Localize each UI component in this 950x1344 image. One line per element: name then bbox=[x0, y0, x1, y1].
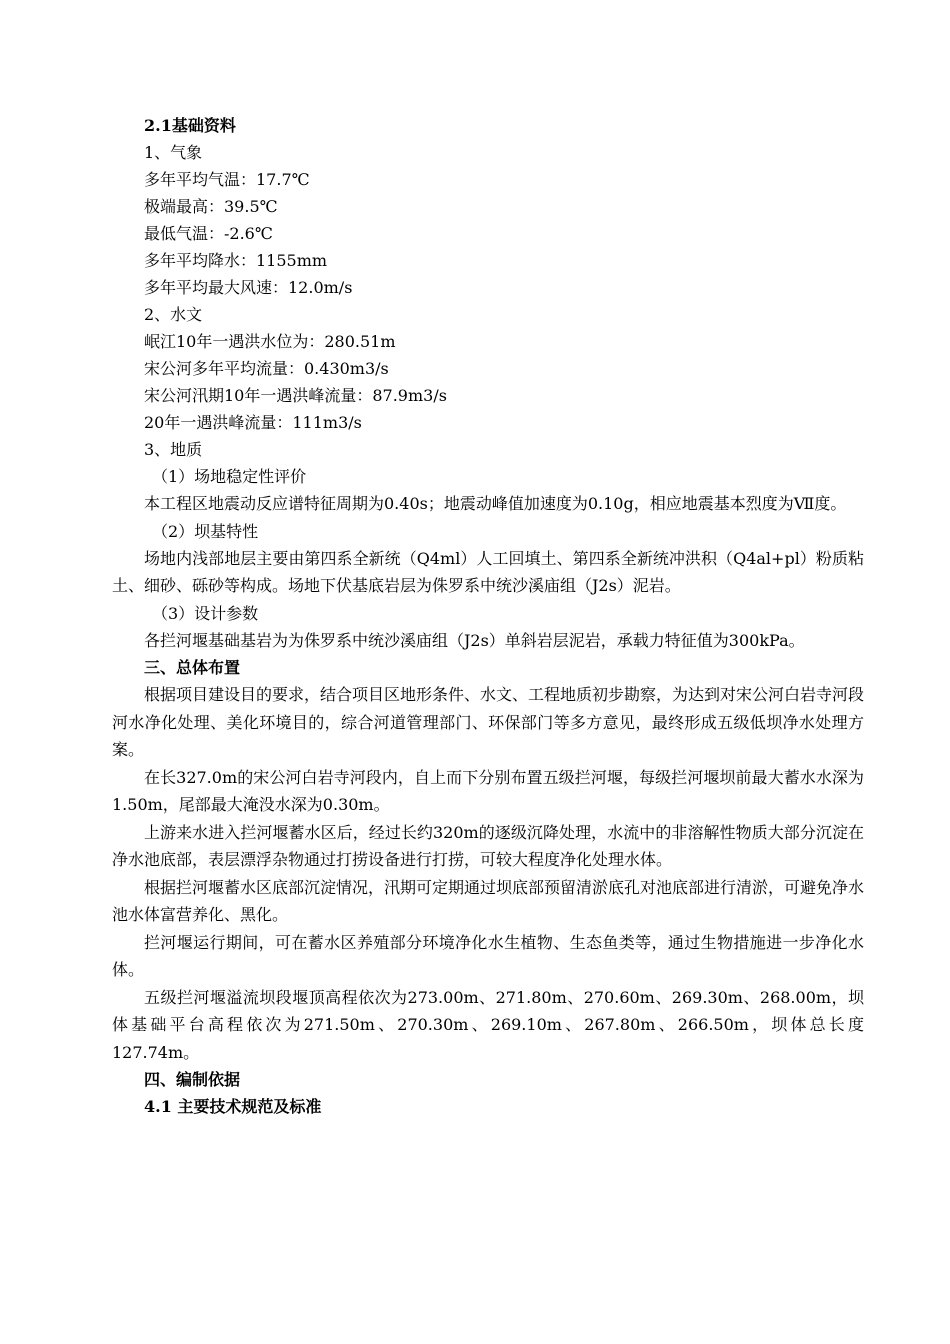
subsection-heading-4-1: 4.1 主要技术规范及标准 bbox=[144, 1097, 322, 1116]
section-heading-2-1: 2.1基础资料 bbox=[144, 116, 236, 135]
layout-paragraph: 五级拦河堰溢流坝段堰顶高程依次为273.00m、271.80m、270.60m、269.30m、268.00m，坝体基础平台高程依次为271.50m、270.30m、269.10m、267.80m、266.50m，坝体总长度127.74m。 bbox=[112, 987, 864, 1062]
weather-item: 极端最高：39.5℃ bbox=[144, 197, 278, 216]
design-title: （3）设计参数 bbox=[152, 603, 259, 623]
hydrology-item: 岷江10年一遇洪水位为：280.51m bbox=[144, 332, 396, 351]
foundation-paragraph: 场地内浅部地层主要由第四系全新统（Q4ml）人工回填土、第四系全新统冲洪积（Q4al+pl）粉质粘土、细砂、砾砂等构成。场地下伏基底岩层为侏罗系中统沙溪庙组（J2s）泥岩。 bbox=[112, 548, 864, 595]
weather-item: 多年平均气温：17.7℃ bbox=[144, 170, 310, 189]
weather-item: 多年平均降水：1155mm bbox=[144, 251, 328, 270]
hydrology-item: 宋公河多年平均流量：0.430m3/s bbox=[144, 359, 389, 378]
geology-title: 3、地质 bbox=[144, 440, 203, 459]
layout-paragraph: 在长327.0m的宋公河白岩寺河段内，自上而下分别布置五级拦河堰，每级拦河堰坝前最大蓄水水深为1.50m，尾部最大淹没水深为0.30m。 bbox=[112, 767, 864, 814]
section-heading-4: 四、编制依据 bbox=[144, 1070, 241, 1089]
stability-paragraph: 本工程区地震动反应谱特征周期为0.40s；地震动峰值加速度为0.10g，相应地震基本烈度为Ⅶ度。 bbox=[144, 494, 847, 513]
section-heading-3: 三、总体布置 bbox=[144, 658, 241, 677]
weather-item: 多年平均最大风速：12.0m/s bbox=[144, 278, 353, 297]
layout-paragraph: 拦河堰运行期间，可在蓄水区养殖部分环境净化水生植物、生态鱼类等，通过生物措施进一步净化水体。 bbox=[112, 932, 864, 979]
layout-paragraph: 根据项目建设目的要求，结合项目区地形条件、水文、工程地质初步勘察，为达到对宋公河白岩寺河段河水净化处理、美化环境目的，综合河道管理部门、环保部门等多方意见，最终形成五级低坝净水处理方案。 bbox=[112, 685, 865, 759]
foundation-title: （2）坝基特性 bbox=[152, 521, 259, 541]
design-paragraph: 各拦河堰基础基岩为为侏罗系中统沙溪庙组（J2s）单斜岩层泥岩，承载力特征值为300kPa。 bbox=[144, 630, 805, 650]
hydrology-title: 2、水文 bbox=[144, 305, 203, 324]
weather-item: 最低气温：-2.6℃ bbox=[144, 224, 273, 243]
stability-title: （1）场地稳定性评价 bbox=[152, 467, 307, 486]
hydrology-item: 宋公河汛期10年一遇洪峰流量：87.9m3/s bbox=[144, 386, 447, 405]
layout-paragraph: 根据拦河堰蓄水区底部沉淀情况，汛期可定期通过坝底部预留清淤底孔对池底部进行清淤，可避免净水池水体富营养化、黑化。 bbox=[112, 877, 865, 924]
weather-title: 1、气象 bbox=[144, 143, 203, 162]
document-page bbox=[112, 112, 864, 1120]
layout-paragraph: 上游来水进入拦河堰蓄水区后，经过长约320m的逐级沉降处理，水流中的非溶解性物质大部分沉淀在净水池底部，表层漂浮杂物通过打捞设备进行打捞，可较大程度净化处理水体。 bbox=[112, 822, 864, 869]
hydrology-item: 20年一遇洪峰流量：111m3/s bbox=[144, 413, 362, 432]
